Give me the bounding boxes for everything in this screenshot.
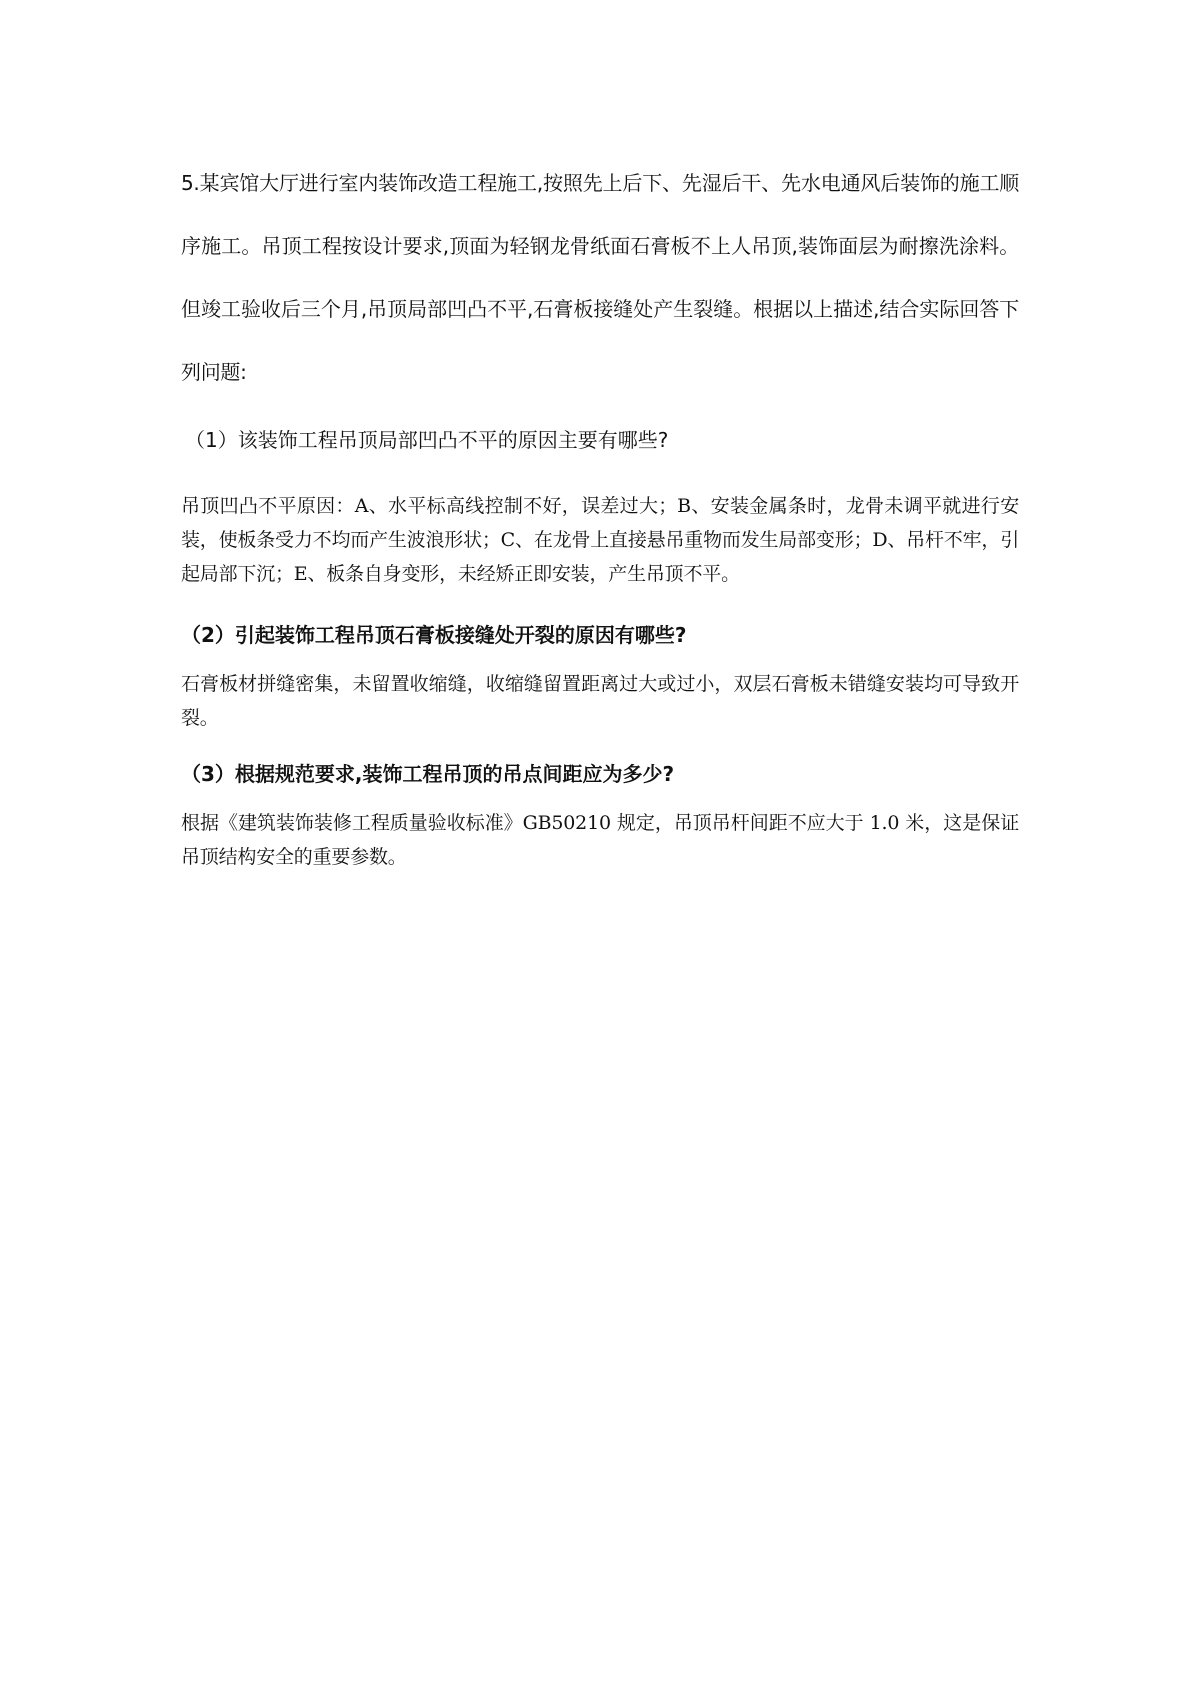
case-description: 5.某宾馆大厅进行室内装饰改造工程施工,按照先上后下、先湿后干、先水电通风后装饰的施工顺序施工。吊顶工程按设计要求,顶面为轻钢龙骨纸面石膏板不上人吊顶,装饰面层为耐擦洗涂料。但竣工验收后三个月,吊顶局部凹凸不平,石膏板接缝处产生裂缝。根据以上描述,结合实际回答下列问题: [181, 171, 1019, 384]
question-1: （1）该装饰工程吊顶局部凹凸不平的原因主要有哪些? [185, 428, 669, 452]
answer-2: 石膏板材拼缝密集，未留置收缩缝，收缩缝留置距离过大或过小，双层石膏板未错缝安装均可导致开裂。 [181, 673, 1019, 729]
answer-1: 吊顶凹凸不平原因：A、水平标高线控制不好，误差过大；B、安装金属条时，龙骨未调平就进行安装，使板条受力不均而产生波浪形状；C、在龙骨上直接悬吊重物而发生局部变形；D、吊杆不牢，引起局部下沉；E、板条自身变形，未经矫正即安装，产生吊顶不平。 [181, 495, 1019, 585]
answer-3: 根据《建筑装饰装修工程质量验收标准》GB50210 规定，吊顶吊杆间距不应大于 1.0 米，这是保证吊顶结构安全的重要参数。 [181, 812, 1019, 868]
question-2: （2）引起装饰工程吊顶石膏板接缝处开裂的原因有哪些? [181, 623, 687, 647]
question-3: （3）根据规范要求,装饰工程吊顶的吊点间距应为多少? [181, 762, 675, 786]
